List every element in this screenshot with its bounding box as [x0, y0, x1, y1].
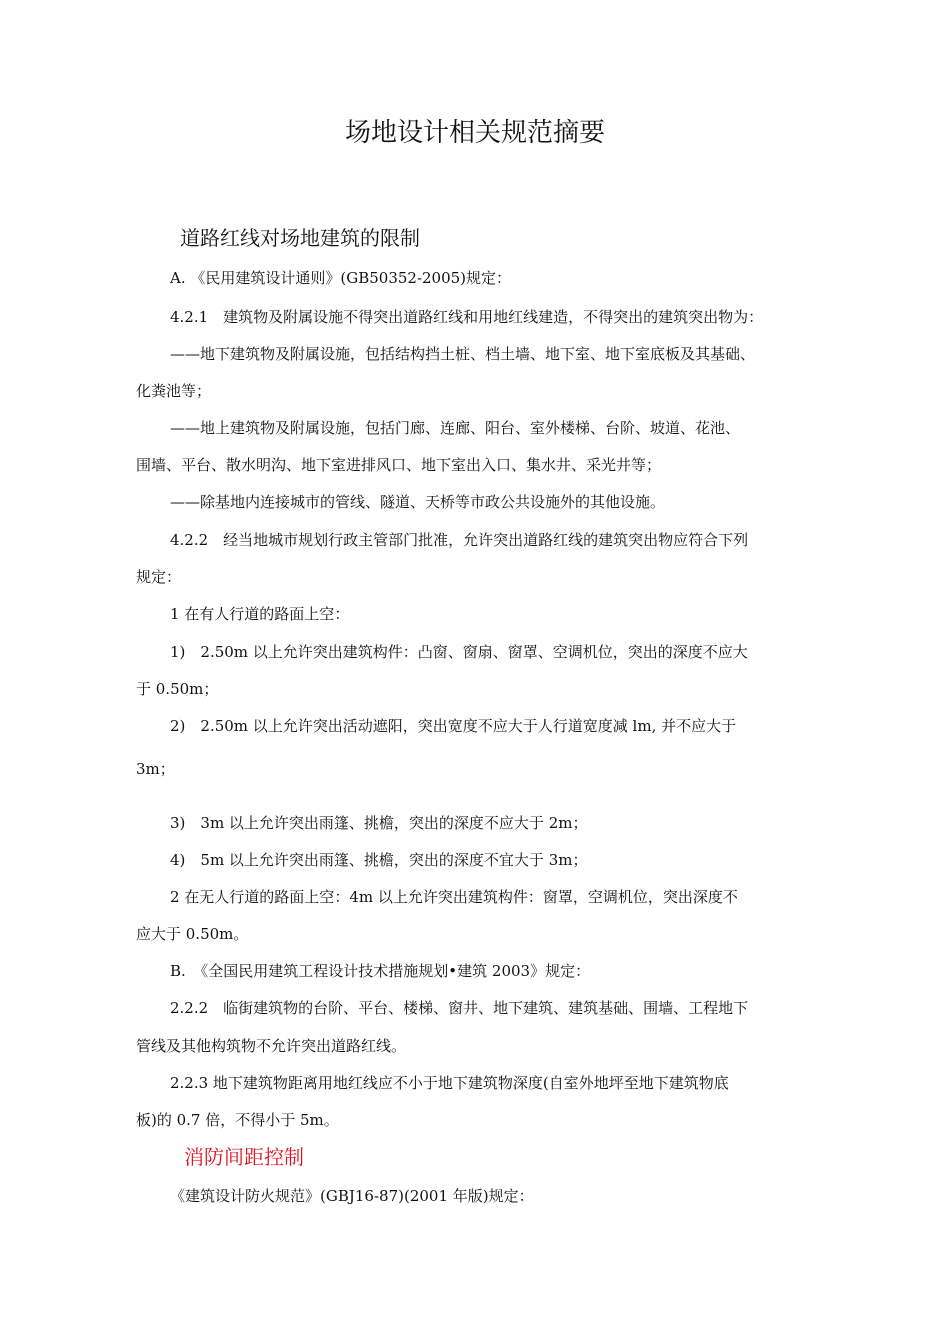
paragraph-line: 规定：	[136, 568, 182, 586]
paragraph-line: 2) 2.50m 以上允许突出活动遮阳，突出宽度不应大于人行道宽度减 lm, 并不应大于	[170, 717, 737, 735]
paragraph-line: 于 0.50m；	[136, 680, 219, 698]
paragraph-line: 2.2.2 临街建筑物的台阶、平台、楼梯、窗井、地下建筑、建筑基础、围墙、工程地下	[170, 999, 749, 1017]
paragraph-line: 1 在有人行道的路面上空：	[170, 605, 350, 623]
document-title: 场地设计相关规范摘要	[344, 118, 605, 148]
paragraph-line: 3m；	[136, 760, 175, 778]
paragraph-line: 4.2.2 经当地城市规划行政主管部门批准，允许突出道路红线的建筑突出物应符合下列	[170, 531, 749, 549]
paragraph-line: 板)的 0.7 倍，不得小于 5m。	[136, 1111, 339, 1129]
paragraph-line: 4) 5m 以上允许突出雨篷、挑檐，突出的深度不宜大于 3m；	[170, 851, 588, 869]
paragraph-line: A. 《民用建筑设计通则》(GB50352-2005)规定：	[170, 269, 512, 287]
paragraph-line: ——地上建筑物及附属设施，包括门廊、连廊、阳台、室外楼梯、台阶、坡道、花池、	[170, 419, 741, 437]
paragraph-line: ——地下建筑物及附属设施，包括结构挡土桩、档土墙、地下室、地下室底板及其基础、	[170, 345, 756, 363]
paragraph-line: 1) 2.50m 以上允许突出建筑构件：凸窗、窗扇、窗罩、空调机位，突出的深度不应大	[170, 643, 748, 661]
section-heading-road-red-line: 道路红线对场地建筑的限制	[180, 226, 420, 250]
paragraph-line: 围墙、平台、散水明沟、地下室进排风口、地下室出入口、集水井、采光井等；	[136, 456, 662, 474]
paragraph-line: 2.2.3 地下建筑物距离用地红线应不小于地下建筑物深度(自室外地坪至地下建筑物底	[170, 1074, 729, 1092]
paragraph-line: 《建筑设计防火规范》(GBJ16-87)(2001 年版)规定：	[170, 1187, 534, 1205]
paragraph-line: 2 在无人行道的路面上空：4m 以上允许突出建筑构件：窗罩，空调机位，突出深度不	[170, 888, 738, 906]
paragraph-line: B. 《全国民用建筑工程设计技术措施规划•建筑 2003》规定：	[170, 962, 591, 980]
paragraph-line: 管线及其他构筑物不允许突出道路红线。	[136, 1037, 407, 1055]
paragraph-line: 4.2.1 建筑物及附属设施不得突出道路红线和用地红线建造，不得突出的建筑突出物为：	[170, 308, 764, 326]
paragraph-line: 应大于 0.50m。	[136, 925, 249, 943]
section-heading-fire-spacing: 消防间距控制	[184, 1145, 304, 1169]
paragraph-line: 3) 3m 以上允许突出雨篷、挑檐，突出的深度不应大于 2m；	[170, 814, 588, 832]
paragraph-line: 化粪池等；	[136, 382, 212, 400]
paragraph-line: ——除基地内连接城市的管线、隧道、天桥等市政公共设施外的其他设施。	[170, 493, 666, 511]
